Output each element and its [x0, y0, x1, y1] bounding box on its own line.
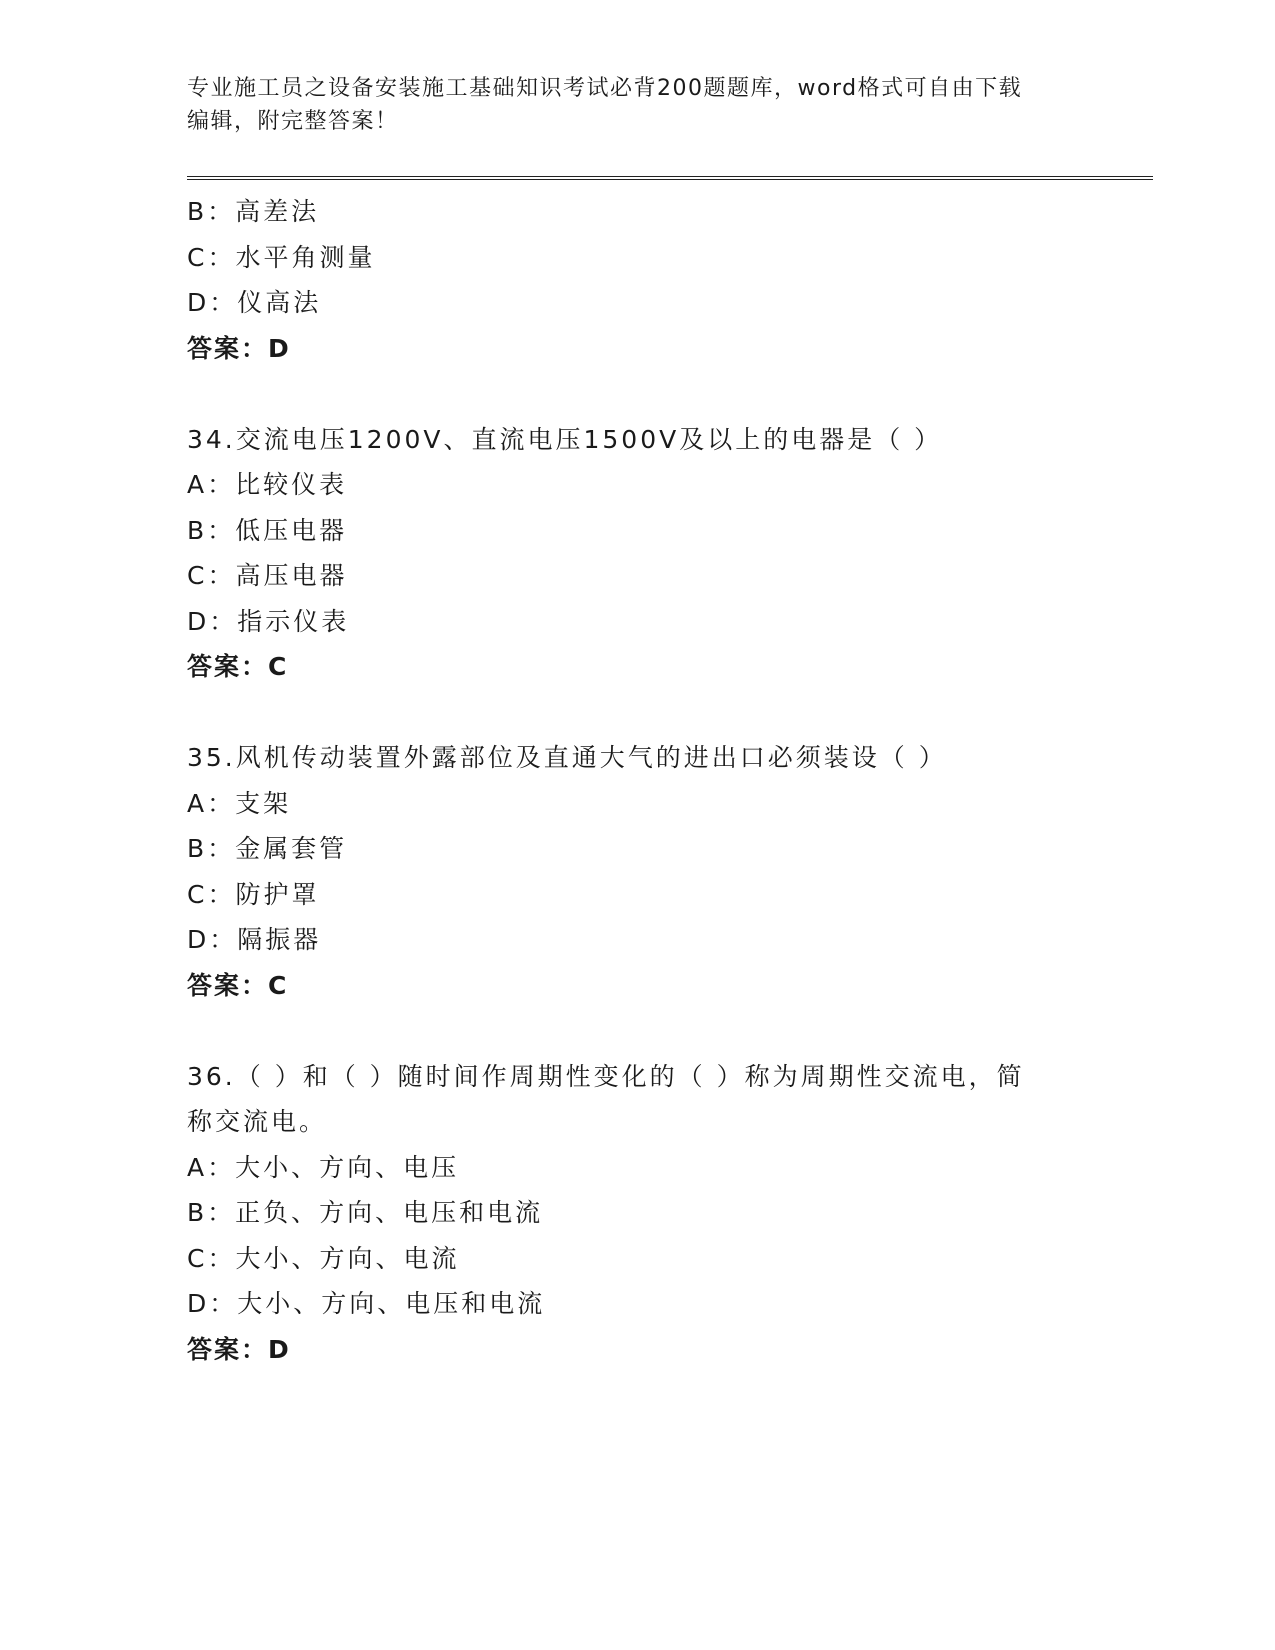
answer-line: 答案：D [187, 1334, 291, 1364]
option-text: 正负、方向、电压和电流 [235, 1198, 544, 1227]
option-separator: ： [209, 1289, 238, 1318]
option-separator: ： [207, 197, 236, 226]
option-row [187, 189, 1087, 235]
option-text: 低压电器 [235, 515, 348, 545]
option-separator: ： [207, 561, 236, 590]
question-stem: 34.交流电压1200V、直流电压1500V及以上的电器是（ ） [187, 424, 943, 454]
option-text: 水平角测量 [235, 242, 376, 272]
question-stem: 35.风机传动装置外露部位及直通大气的进出口必须装设（ ） [187, 743, 947, 772]
option-text: 指示仪表 [237, 606, 350, 636]
option-separator: ： [207, 470, 236, 499]
option-text: 支架 [235, 788, 292, 818]
question-block-33 [187, 189, 1087, 371]
option-text: 大小、方向、电压和电流 [237, 1289, 546, 1318]
option-row [187, 1236, 1087, 1282]
option-row [187, 553, 1087, 599]
spacer [187, 371, 1087, 417]
option-row [187, 280, 1087, 326]
option-label: B [187, 197, 208, 226]
option-row [187, 872, 1087, 918]
question-stem-line-2: 称交流电。 [187, 1107, 328, 1136]
option-text: 仪高法 [237, 288, 322, 317]
question-list [187, 189, 1087, 1372]
option-text: 高压电器 [235, 561, 348, 590]
option-separator: ： [207, 515, 236, 545]
option-row [187, 826, 1087, 872]
option-label: D [187, 606, 210, 636]
option-label: D [187, 925, 210, 954]
option-label: D [187, 1289, 210, 1318]
option-row [187, 1190, 1087, 1236]
option-text: 大小、方向、电流 [235, 1243, 460, 1273]
option-label: A [187, 1152, 208, 1182]
question-block-35 [187, 735, 1087, 1008]
option-text: 高差法 [235, 197, 320, 226]
answer-line: 答案：C [187, 652, 289, 681]
answer-line: 答案：D [187, 333, 291, 363]
option-separator: ： [207, 1198, 236, 1227]
spacer [187, 1008, 1087, 1054]
answer-line: 答案：C [187, 970, 289, 1000]
spacer [187, 690, 1087, 736]
header-divider [187, 176, 1153, 180]
page-header [187, 72, 1067, 138]
question-block-36 [187, 1054, 1087, 1373]
option-row [187, 1281, 1087, 1327]
option-separator: ： [207, 1152, 236, 1182]
option-separator: ： [207, 879, 236, 909]
question-stem-line-1: 36.（ ）和（ ）随时间作周期性变化的（ ）称为周期性交流电，简 [187, 1061, 1025, 1091]
option-label: C [187, 561, 208, 590]
option-separator: ： [209, 606, 238, 636]
option-row [187, 235, 1087, 281]
option-row [187, 462, 1087, 508]
option-row [187, 917, 1087, 963]
option-separator: ： [207, 834, 236, 863]
header-title-line-2: 编辑，附完整答案！ [187, 109, 399, 134]
option-separator: ： [207, 788, 236, 818]
option-text: 隔振器 [237, 925, 322, 954]
option-separator: ： [207, 242, 236, 272]
option-text: 防护罩 [235, 879, 320, 909]
option-label: C [187, 1243, 208, 1273]
option-label: D [187, 288, 210, 317]
option-separator: ： [207, 1243, 236, 1273]
option-text: 比较仪表 [235, 470, 348, 499]
option-text: 大小、方向、电压 [235, 1152, 460, 1182]
question-block-34 [187, 417, 1087, 690]
option-label: C [187, 879, 208, 909]
option-label: A [187, 470, 208, 499]
option-row [187, 508, 1087, 554]
option-separator: ： [209, 288, 238, 317]
option-row [187, 1145, 1087, 1191]
option-text: 金属套管 [235, 834, 348, 863]
option-row [187, 781, 1087, 827]
option-label: C [187, 242, 208, 272]
option-label: B [187, 515, 208, 545]
option-label: B [187, 834, 208, 863]
header-title-line-1: 专业施工员之设备安装施工基础知识考试必背200题题库，word格式可自由下载 [187, 76, 1023, 101]
option-separator: ： [209, 925, 238, 954]
option-label: A [187, 788, 208, 818]
option-label: B [187, 1198, 208, 1227]
option-row [187, 599, 1087, 645]
